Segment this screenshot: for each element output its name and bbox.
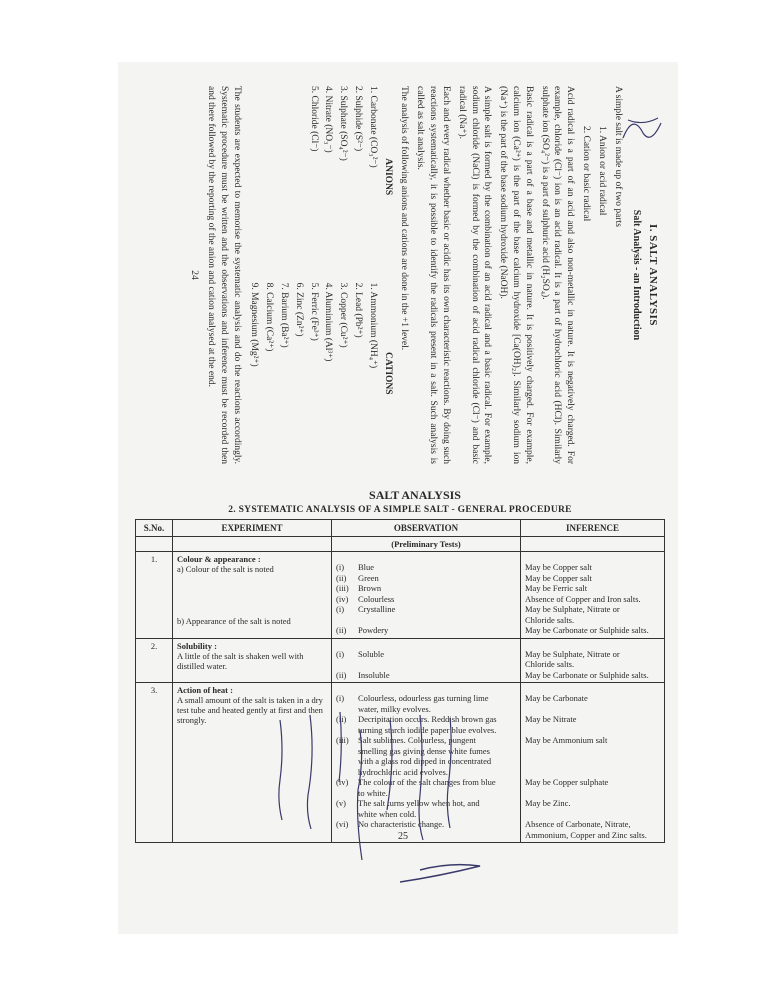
obs-text: No characteristic change. <box>358 819 445 829</box>
obs-text: Powdery <box>358 625 389 635</box>
obs-text: Decripitation occurs. Reddish brown gas <box>358 714 497 724</box>
experiment-text: a) Colour of the salt is noted <box>177 564 274 574</box>
para-analysis: The analysis of following anions and cations are done in the +1 level. <box>399 86 410 351</box>
obs-index: (iv) <box>336 593 349 604</box>
obs-text: water, milky evolves. <box>358 703 431 714</box>
radical-lists <box>246 86 394 464</box>
row-heading: Colour & appearance : <box>177 554 261 564</box>
inf-text: Ammonium, Copper and Zinc salts. <box>525 829 647 840</box>
cations-list <box>246 283 394 464</box>
obs-text: smelling gas giving dense white fumes <box>358 745 490 756</box>
inf-text: May be Copper salt <box>525 572 592 583</box>
obs-text: Salt sublimes. Colourless, pungent <box>358 735 476 745</box>
para-each: Each and every radical whether basic or acidic has its own characteristic reactions. By doing such reactions systematically, it is possible to identify the radicals present in a salt. Such analysis is called as salt analysis. <box>415 86 451 464</box>
lower-page-number: 25 <box>398 831 408 842</box>
para-students: The students are expected to memorise the systematic analysis and do the reactions accordingly. Systematic procedure must be written and the observations and inference must be recorded then and there followed by the reporting of the anion and cation analysed at the end. <box>205 86 242 464</box>
row-number: 3. <box>136 683 173 843</box>
inf-text: May be Copper sulphate <box>525 777 609 787</box>
obs-index: (ii) <box>336 714 347 724</box>
cation-item: 8. Calcium (Ca²⁺) <box>264 282 275 352</box>
experiment-text: A little of the salt is shaken well with distilled water. <box>177 650 304 671</box>
preliminary-label: (Preliminary Tests) <box>332 537 521 552</box>
inf-text: May be Carbonate or Sulphide salts. <box>525 625 649 635</box>
row-heading: Solubility : <box>177 640 217 651</box>
preliminary-row <box>136 537 665 552</box>
obs-index: (iii) <box>336 735 349 745</box>
handwriting-signature <box>618 108 668 148</box>
obs-index: (ii) <box>336 572 347 583</box>
obs-index: (i) <box>336 693 345 703</box>
inference-cell <box>521 683 665 843</box>
inf-text <box>525 788 660 799</box>
cation-item: 3. Copper (Cu²⁺) <box>338 282 349 348</box>
upper-page-number: 24 <box>189 270 200 280</box>
obs-text: The colour of the salt changes from blue <box>358 777 496 787</box>
obs-index: (vi) <box>336 819 349 829</box>
lower-subtitle: 2. SYSTEMATIC ANALYSIS OF A SIMPLE SALT - GENERAL PROCEDURE <box>228 505 572 515</box>
intro-text: A simple salt is made up of two parts <box>612 86 623 227</box>
cation-item: 1. Ammonium (NH₄⁺) <box>367 282 378 369</box>
inference-cell <box>521 552 665 639</box>
observation-cell <box>332 638 521 683</box>
cation-item: 7. Barium (Ba²⁺) <box>278 282 289 348</box>
obs-text: turning starch iodide paper blue evolves. <box>358 724 497 735</box>
obs-index: (i) <box>336 604 345 614</box>
header-experiment: EXPERIMENT <box>173 520 332 537</box>
inf-text: Absence of Carbonate, Nitrate, <box>525 819 631 829</box>
table-row <box>136 638 665 683</box>
upper-title: I. SALT ANALYSIS <box>647 223 659 327</box>
anion-item: 5. Chloride (Cl⁻) <box>308 86 319 152</box>
obs-text: The salt turns yellow when hot, and <box>358 798 480 808</box>
inf-text: May be Carbonate <box>525 693 588 703</box>
inf-text: Absence of Copper and Iron salts. <box>525 593 641 604</box>
header-sno: S.No. <box>136 520 173 537</box>
obs-text: Brown <box>358 583 382 593</box>
inf-text: May be Ammonium salt <box>525 735 608 745</box>
inf-text <box>525 767 660 778</box>
inf-text: May be Sulphate, Nitrate or <box>525 604 620 614</box>
row-number: 1. <box>136 552 173 639</box>
inf-text: Chloride salts. <box>525 614 575 625</box>
para-basic: Basic radical is a part of a base and metallic in nature. It is positively charged. For example, calcium ion (Ca²⁺) is the part of the base calcium hydroxide [Ca(OH)₂]. Similarly sodium ion (Na⁺) is the part of the base sodium hydroxide (NaOH). <box>498 86 534 464</box>
anion-item: 1. Carbonate (CO₃²⁻) <box>367 86 378 168</box>
obs-text: Colourless <box>358 593 395 604</box>
obs-index: (ii) <box>336 625 347 635</box>
part-1: 1. Anion or acid radical <box>596 126 607 216</box>
part-2: 2. Cation or basic radical <box>581 126 592 222</box>
inf-text <box>525 809 660 820</box>
obs-text: to white. <box>358 787 388 798</box>
cation-item: 9. Magnesium (Mg²⁺) <box>249 282 260 367</box>
inf-text: May be Carbonate or Sulphide salts. <box>525 669 649 680</box>
inf-text: Chloride salts. <box>525 659 575 669</box>
cation-item: 2. Lead (Pb²⁺) <box>353 282 364 338</box>
obs-index: (i) <box>336 648 345 659</box>
cation-item: 4. Aluminium (Al³⁺) <box>323 282 334 362</box>
obs-index: (iii) <box>336 583 349 593</box>
inf-text: May be Ferric salt <box>525 583 588 593</box>
table-row <box>136 552 665 639</box>
cation-item: 6. Zinc (Zn²⁺) <box>293 282 304 337</box>
obs-text: Insoluble <box>358 669 390 680</box>
obs-index: (i) <box>336 562 345 572</box>
inference-cell <box>521 638 665 683</box>
header-observation: OBSERVATION <box>332 520 521 537</box>
anions-heading: ANIONS <box>382 158 393 196</box>
inf-text: May be Zinc. <box>525 798 571 808</box>
obs-index: (v) <box>336 798 346 808</box>
inf-text <box>525 704 660 715</box>
anions-list <box>246 86 394 267</box>
anion-item: 4. Nitrate (NO₃⁻) <box>323 86 334 153</box>
observation-cell <box>332 552 521 639</box>
obs-text: with a glass rod dipped in concentrated <box>358 756 492 766</box>
obs-text: Colourless, odourless gas turning lime <box>358 693 489 703</box>
upper-page-wrapper <box>130 70 670 480</box>
inf-text <box>525 746 660 757</box>
obs-text: hydrochloric acid evolves. <box>358 766 448 777</box>
handwriting-scribble <box>250 700 490 890</box>
header-inference: INFERENCE <box>521 520 665 537</box>
upper-page <box>130 70 670 480</box>
cation-item: 5. Ferric (Fe³⁺) <box>308 282 319 341</box>
cations-heading: CATIONS <box>382 351 393 395</box>
obs-text: white when cold. <box>358 808 417 819</box>
obs-index: (ii) <box>336 669 347 680</box>
obs-text: Green <box>358 572 379 583</box>
obs-index: (iv) <box>336 777 349 787</box>
anion-item: 2. Sulphide (S²⁻) <box>353 86 364 152</box>
obs-text: Crystalline <box>358 604 396 614</box>
upper-subtitle: Salt Analysis - an Introduction <box>631 209 643 341</box>
inf-text: May be Nitrate <box>525 714 577 724</box>
obs-text: Blue <box>358 562 375 572</box>
experiment-text: b) Appearance of the salt is noted <box>177 616 291 626</box>
row-number: 2. <box>136 638 173 683</box>
row-heading: Action of heat : <box>177 685 233 695</box>
inf-text <box>525 756 660 767</box>
table-header-row <box>136 520 665 537</box>
inf-text: May be Sulphate, Nitrate or <box>525 648 620 659</box>
experiment-text: A small amount of the salt is taken in a dry test tube and heated gently at first and then strongly. <box>177 695 323 725</box>
obs-text: Soluble <box>358 648 384 659</box>
para-acid: Acid radical is a part of an acid and also non-metallic in nature. It is negatively charged. For example, chloride (Cl⁻) ion is an acid radical. It is a part of hydrochloric acid (HCl). Similarly sulphate ion (SO₄²⁻) is a part of sulphuric acid (H₂SO₄). <box>539 86 576 464</box>
para-simple: A simple salt is formed by the combination of an acid radical and a basic radical. For example, sodium chloride (NaCl) is formed by the combination of acid radical chloride (Cl⁻) and basic radical (Na⁺). <box>456 86 493 464</box>
anion-item: 3. Sulphate (SO₄²⁻) <box>338 86 349 161</box>
lower-title: SALT ANALYSIS <box>369 488 461 502</box>
inf-text <box>525 725 660 736</box>
inf-text: May be Copper salt <box>525 562 592 572</box>
